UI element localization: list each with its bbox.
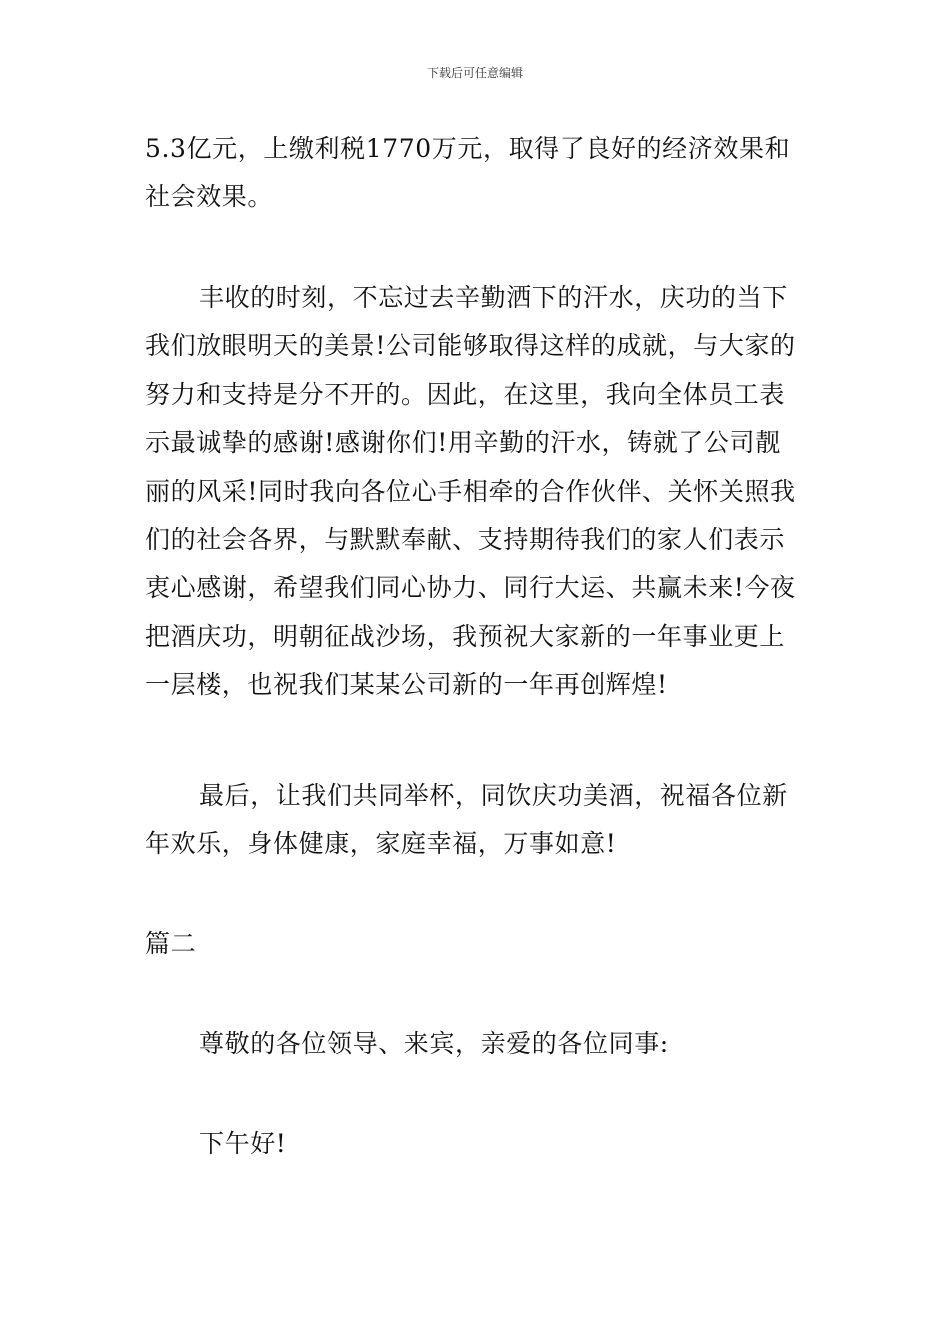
text-line: 把酒庆功，明朝征战沙场，我预祝大家新的一年事业更上 — [145, 621, 786, 651]
text-line: 示最诚挚的感谢!感谢你们!用辛勤的汗水，铸就了公司靓 — [145, 428, 781, 458]
paragraph-greeting — [145, 1120, 810, 1168]
text-line: 尊敬的各位领导、来宾，亲爱的各位同事: — [199, 1029, 669, 1058]
paragraph-salutation — [145, 1020, 810, 1068]
text-line: 下午好! — [199, 1129, 287, 1158]
text-line: 们的社会各界，与默默奉献、支持期待我们的家人们表示 — [145, 524, 786, 554]
paragraph-continuation — [145, 125, 810, 222]
page-header-note: 下载后可任意编辑 — [426, 66, 523, 80]
text-line: 努力和支持是分不开的。因此，在这里，我向全体员工表 — [145, 379, 786, 409]
text-line: 5.3亿元，上缴利税1770万元，取得了良好的经济效果和 — [145, 134, 791, 163]
text-line: 一层楼，也祝我们某某公司新的一年再创辉煌! — [145, 670, 668, 700]
text-line: 年欢乐，身体健康，家庭幸福，万事如意! — [145, 829, 617, 859]
text-line: 我们放眼明天的美景!公司能够取得这样的成就，与大家的 — [145, 331, 796, 361]
section-title: 篇二 — [145, 929, 197, 958]
section-heading — [145, 920, 810, 968]
text-line: 最后，让我们共同举杯，同饮庆功美酒，祝福各位新 — [199, 781, 788, 810]
text-line: 丰收的时刻，不忘过去辛勤洒下的汗水，庆功的当下 — [199, 283, 788, 312]
paragraph-toast — [145, 772, 810, 869]
text-line: 衷心感谢，希望我们同心协力、同行大运、共赢未来!今夜 — [145, 573, 796, 603]
text-line: 社会效果。 — [145, 182, 274, 212]
paragraph-thanks — [145, 274, 810, 710]
text-line: 丽的风采!同时我向各位心手相牵的合作伙伴、关怀关照我 — [145, 476, 796, 506]
